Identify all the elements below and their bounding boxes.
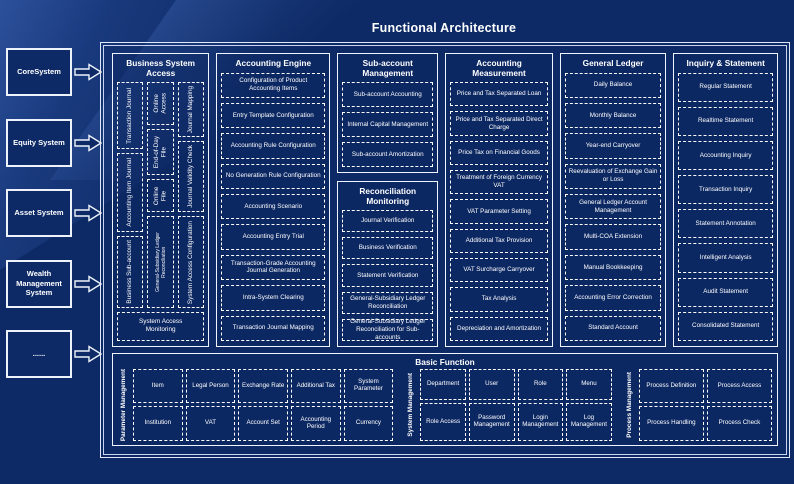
right-arrow-icon — [74, 275, 102, 293]
right-arrow-icon — [74, 345, 102, 363]
section-system-management — [405, 369, 611, 441]
diagram-node: Multi-COA Extension — [565, 224, 662, 249]
diagram-node: VAT Parameter Setting — [450, 199, 547, 223]
diagram-node: Intelligent Analysis — [678, 243, 773, 272]
panel-reconciliation-monitoring — [337, 181, 438, 347]
diagram-node: Consolidated Statement — [678, 312, 773, 341]
diagram-node: Statement Verification — [342, 264, 433, 286]
diagram-node: User — [469, 369, 515, 400]
diagram-node: Menu — [566, 369, 612, 400]
diagram-node: Password Management — [469, 403, 515, 441]
source-system-asset: Asset System — [6, 189, 72, 237]
diagram-node: Standard Account — [565, 316, 662, 341]
bsa-node: Journal Mapping — [178, 82, 204, 136]
bsa-node: System Access Configuration — [178, 216, 204, 308]
diagram-node: Depreciation and Amortization — [450, 317, 547, 341]
diagram-node: Journal Verification — [342, 210, 433, 232]
diagram-node: Accounting Rule Configuration — [221, 133, 325, 158]
panel-title: Reconciliation Monitoring — [359, 186, 417, 206]
diagram-node: General Ledger Account Management — [565, 194, 662, 219]
diagram-node: Additional Tax — [291, 369, 341, 404]
diagram-node: General-Subsidiary Ledger Reconciliation — [342, 292, 433, 314]
diagram-node: Price and Tax Separated Loan — [450, 82, 547, 106]
diagram-node: Audit Statement — [678, 278, 773, 307]
diagram-node: Process Definition — [639, 369, 704, 404]
panel-title: Accounting Measurement — [472, 58, 526, 78]
panel-title: Inquiry & Statement — [686, 58, 765, 68]
bsa-node: End-of-Day File — [147, 129, 173, 175]
panel-title: Sub-account Management — [362, 58, 414, 78]
source-system-row — [6, 48, 102, 96]
diagram-node: Currency — [344, 406, 394, 441]
diagram-node: Department — [420, 369, 466, 400]
diagram-node: Entry Template Configuration — [221, 103, 325, 128]
source-systems-sidebar — [6, 48, 102, 378]
diagram-node: Realtime Statement — [678, 107, 773, 136]
source-system-row — [6, 119, 102, 167]
diagram-node: Accounting Inquiry — [678, 141, 773, 170]
diagram-node: Login Management — [518, 403, 564, 441]
diagram-node: Item — [133, 369, 183, 404]
diagram-node: No Generation Rule Configuration — [221, 164, 325, 189]
panel-title: Basic Function — [415, 356, 475, 367]
bsa-node: General-Subsidiary Ledger Reconciliation — [147, 216, 173, 308]
right-arrow-icon — [74, 204, 102, 222]
bsa-columns — [117, 82, 204, 308]
bsa-node: Accounting Item Journal — [117, 153, 143, 232]
section-process-management — [624, 369, 772, 441]
section-label: Parameter Management — [120, 368, 128, 441]
bsa-node: Business Sub-account — [117, 236, 143, 308]
middle-stack-column — [337, 53, 438, 347]
diagram-node: Monthly Balance — [565, 103, 662, 128]
panel-inquiry-statement — [673, 53, 778, 347]
diagram-node: Year-end Carryover — [565, 133, 662, 158]
section-parameter-management — [118, 369, 393, 441]
diagram-node: Statement Annotation — [678, 209, 773, 238]
source-system-wealth: Wealth Management System — [6, 260, 72, 308]
source-system-others: ...... — [6, 330, 72, 378]
diagram-node: Price Tax on Financial Goods — [450, 141, 547, 165]
diagram-node: Process Handling — [639, 406, 704, 441]
diagram-node: Daily Balance — [565, 73, 662, 98]
bsa-column-a — [117, 82, 143, 308]
diagram-node: Transaction-Grade Accounting Journal Generation — [221, 255, 325, 280]
diagram-node: Account Set — [238, 406, 288, 441]
panel-accounting-measurement — [445, 53, 552, 347]
diagram-node: General-Subsidiary Ledger Reconciliation for Sub-accounts — [342, 319, 433, 341]
panel-general-ledger — [560, 53, 667, 347]
panel-sub-account-management — [337, 53, 438, 173]
panel-business-system-access — [112, 53, 209, 347]
section-label: Process Management — [625, 372, 633, 438]
source-system-core: CoreSystem — [6, 48, 72, 96]
diagram-node: Intra-System Clearing — [221, 285, 325, 310]
functional-architecture-container — [100, 42, 790, 458]
bsa-node: Online Access — [147, 82, 173, 125]
bsa-node: Online File — [147, 179, 173, 212]
diagram-node: Institution — [133, 406, 183, 441]
diagram-node: System Parameter — [344, 369, 394, 404]
section-label: System Management — [407, 373, 415, 437]
source-system-row — [6, 189, 102, 237]
bsa-node: Journal Validity Check — [178, 141, 204, 213]
diagram-node: Reevaluation of Exchange Gain or Loss — [565, 164, 662, 189]
panel-title: Business System Access — [126, 58, 196, 78]
diagram-node: Accounting Entry Trial — [221, 224, 325, 249]
diagram-node: Accounting Period — [291, 406, 341, 441]
diagram-node: Treatment of Foreign Currency VAT — [450, 170, 547, 194]
diagram-node: Sub-account Amortization — [342, 142, 433, 167]
bsa-node-system-access-monitoring: System Access Monitoring — [117, 312, 204, 341]
diagram-node: Process Check — [707, 406, 772, 441]
right-arrow-icon — [74, 63, 102, 81]
diagram-node: Additional Tax Provision — [450, 229, 547, 253]
diagram-node: Internal Capital Management — [342, 112, 433, 137]
panel-title: General Ledger — [582, 58, 644, 68]
diagram-node: Manual Bookkeeping — [565, 255, 662, 280]
source-system-equity: Equity System — [6, 119, 72, 167]
diagram-node: Configuration of Product Accounting Items — [221, 73, 325, 98]
diagram-node: Log Management — [566, 403, 612, 441]
right-arrow-icon — [74, 134, 102, 152]
source-system-row — [6, 330, 102, 378]
bsa-column-c — [178, 82, 204, 308]
bsa-node: Transaction Journal — [117, 82, 143, 149]
diagram-node: Exchange Rate — [238, 369, 288, 404]
diagram-node: Legal Person — [186, 369, 236, 404]
bsa-column-b — [147, 82, 173, 308]
diagram-node: Regular Statement — [678, 73, 773, 102]
panel-accounting-engine — [216, 53, 330, 347]
diagram-node: Accounting Scenario — [221, 194, 325, 219]
diagram-node: Price and Tax Separated Direct Charge — [450, 111, 547, 135]
diagram-node: VAT Surcharge Carryover — [450, 258, 547, 282]
diagram-node: Transaction Journal Mapping — [221, 316, 325, 341]
diagram-node: Process Access — [707, 369, 772, 404]
source-system-row — [6, 260, 102, 308]
diagram-node: VAT — [186, 406, 236, 441]
panel-title: Accounting Engine — [235, 58, 312, 68]
diagram-node: Business Verification — [342, 237, 433, 259]
diagram-node: Role Access — [420, 403, 466, 441]
diagram-node: Role — [518, 369, 564, 400]
panel-basic-function — [112, 353, 778, 446]
diagram-node: Tax Analysis — [450, 287, 547, 311]
diagram-node: Accounting Error Correction — [565, 285, 662, 310]
diagram-node: Sub-account Accounting — [342, 82, 433, 107]
diagram-node: Transaction Inquiry — [678, 175, 773, 204]
page-title: Functional Architecture — [371, 21, 517, 35]
